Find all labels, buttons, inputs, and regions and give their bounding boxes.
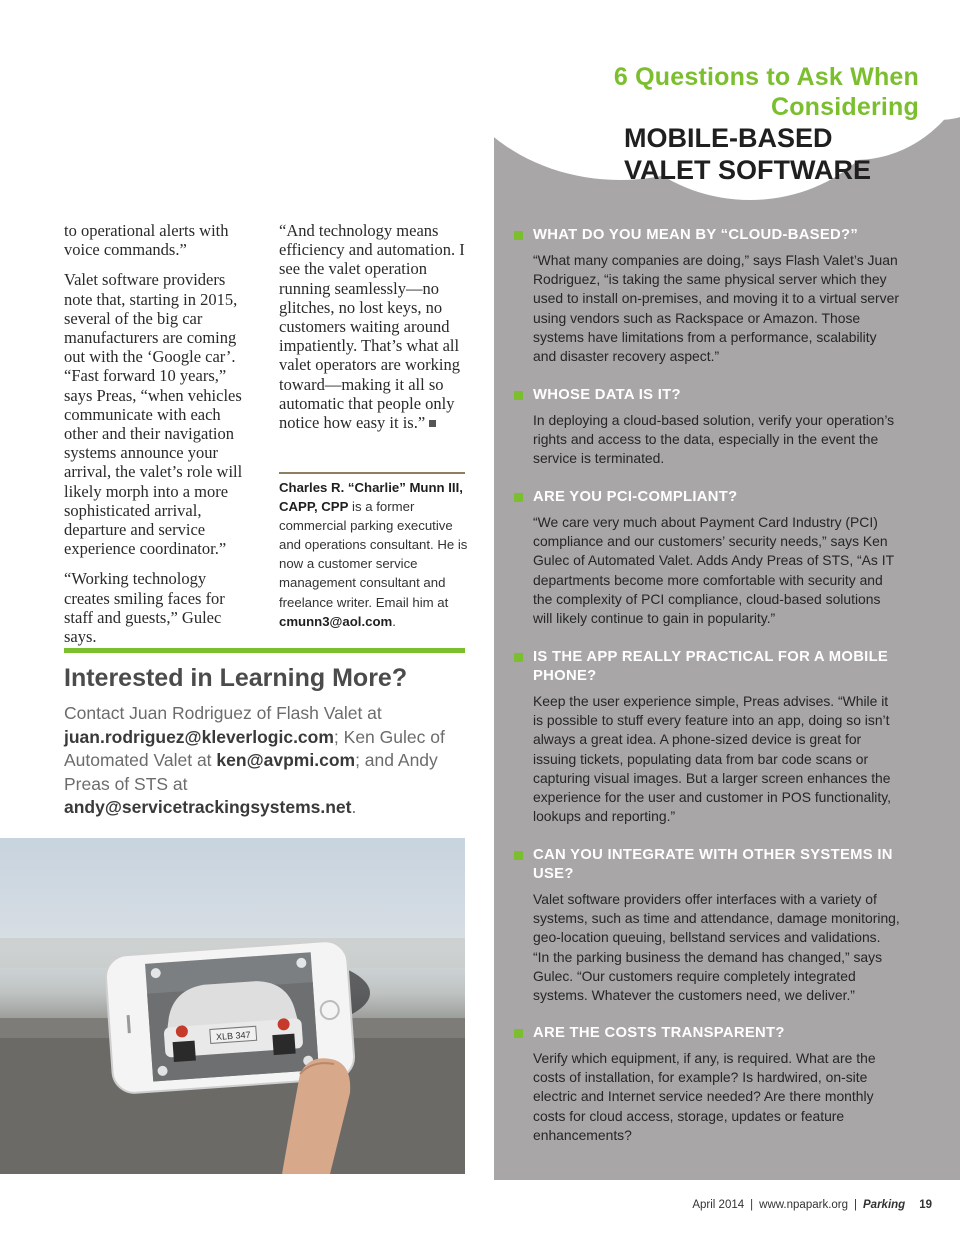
square-bullet-icon bbox=[514, 851, 523, 860]
qa-question bbox=[514, 1024, 900, 1043]
article-column-2 bbox=[279, 221, 469, 443]
learn-text: ; Ken Gulec of Automated Valet at bbox=[64, 726, 445, 770]
license-plate: XLB 347 bbox=[215, 1029, 251, 1043]
qa-question-text: IS THE APP REALLY PRACTICAL FOR A MOBILE PHONE? bbox=[533, 649, 889, 684]
qa-question bbox=[514, 488, 900, 507]
bio-divider bbox=[279, 472, 465, 474]
email-link-rodriguez[interactable]: juan.rodriguez@kleverlogic.com bbox=[64, 726, 334, 747]
learn-more-body bbox=[64, 702, 474, 820]
qa-answer: Valet software providers offer interfaces with a variety of systems, such as time and attendance, damage monitoring, geo-location queuing, bellstand services and validations. “In the parking business the demand has changed,” says Gulec. “Our customers require completely integrated systems. Whatever the customers need, we deliver.” bbox=[533, 891, 900, 1004]
article-paragraph: to operational alerts with voice commands.” bbox=[64, 221, 229, 260]
qa-question-text: WHOSE DATA IS IT? bbox=[533, 387, 681, 403]
qa-question-text: ARE THE COSTS TRANSPARENT? bbox=[533, 1025, 785, 1041]
qa-question bbox=[514, 648, 900, 686]
qa-answer: “We care very much about Payment Card Industry (PCI) compliance and our customers’ security needs,” says Ken Gulec of Automated Valet. Adds Andy Preas of STS, “As IT departments become more comfortable with security and the complexity of PCI compliance, cloud-based solutions will likely continue to gain in popularity.” bbox=[533, 514, 894, 627]
square-bullet-icon bbox=[514, 493, 523, 502]
learn-text: . bbox=[351, 797, 357, 817]
author-bio bbox=[279, 478, 469, 631]
qa-question-text: WHAT DO YOU MEAN BY “CLOUD-BASED?” bbox=[533, 227, 859, 243]
learn-more-title: Interested in Learning More? bbox=[64, 664, 408, 692]
qa-question bbox=[514, 226, 900, 245]
qa-question-text: CAN YOU INTEGRATE WITH OTHER SYSTEMS IN USE? bbox=[533, 847, 893, 882]
learn-text: Contact Juan Rodriguez of Flash Valet at bbox=[64, 703, 382, 723]
footer-separator: | bbox=[854, 1199, 858, 1211]
page-number: 19 bbox=[919, 1199, 932, 1211]
footer-separator: | bbox=[750, 1199, 754, 1211]
email-link-preas[interactable]: andy@servicetrackingsystems.net bbox=[64, 797, 352, 817]
article-column-1 bbox=[64, 221, 254, 657]
author-email-link[interactable]: cmunn3@aol.com bbox=[279, 613, 393, 629]
qa-answer: “What many companies are doing,” says Flash Valet’s Juan Rodriguez, “is taking the same physical server which they used to install on-premises, and moving it to a virtual server using vendors such as Rackspace or Amazon. Those systems have limitations from a performance, scalability and disaster recovery aspect.” bbox=[533, 252, 899, 365]
qa-answer: Verify which equipment, if any, is required. What are the costs of installation, for example? Is hardwired, on-site electric and Internet service needed? Are there monthly costs for cloud access, storage, updates or feature enhancements? bbox=[533, 1050, 876, 1143]
page-footer bbox=[692, 1199, 932, 1211]
square-bullet-icon bbox=[514, 391, 523, 400]
qa-question-text: ARE YOU PCI-COMPLIANT? bbox=[533, 489, 738, 505]
article-paragraph-text: “And technology means efficiency and automation. I see the valet operation running seamlessly—no glitches, no lost keys, no customers waiting around impatiently. That’s what all valet operators are working toward—making it all so automatic that people only notice how easy it is.” bbox=[279, 221, 465, 433]
article-paragraph: Valet software providers note that, starting in 2015, several of the big car manufacturers are coming out with the ‘Google car’. “Fast forward 10 years,” says Preas, “when vehicles communicate with each other and their navigation systems announce your arrival, the valet’s role will likely morph into a more sophisticated arrival, departure and service experience coordinator.” bbox=[64, 270, 243, 559]
sidebar-title-line3: VALET SOFTWARE bbox=[624, 155, 871, 185]
qa-answer: Keep the user experience simple, Preas advises. “While it is possible to stuff every feature into an app, doing so isn’t always a great idea. A phone-sized device is great for issuing tickets, populating data from bar code scans or capturing visual images. But a larger screen enhances the experience for the user and customer in POS functionality, lookups and reporting.” bbox=[533, 693, 891, 825]
qa-item-5 bbox=[514, 846, 900, 1005]
learn-text: ; and Andy Preas of STS at bbox=[64, 750, 438, 794]
square-bullet-icon bbox=[514, 1029, 523, 1038]
qa-item-2 bbox=[514, 386, 900, 469]
footer-brand: Parking bbox=[863, 1199, 906, 1211]
cloud-fill bbox=[494, 0, 960, 60]
qa-answer: In deploying a cloud-based solution, verify your operation’s rights and access to the data, especially in the event the service is terminated. bbox=[533, 412, 895, 467]
email-link-gulec[interactable]: ken@avpmi.com bbox=[216, 750, 356, 770]
square-bullet-icon bbox=[514, 653, 523, 662]
article-paragraph: “Working technology creates smiling faces for staff and guests,” Gulec says. bbox=[64, 569, 225, 647]
qa-item-6 bbox=[514, 1024, 900, 1145]
learn-more-divider bbox=[64, 648, 465, 653]
author-name: Charles R. “Charlie” Munn III, CAPP, CPP bbox=[279, 480, 463, 515]
qa-item-4 bbox=[514, 648, 900, 826]
sidebar-title bbox=[494, 62, 919, 186]
photo-illustration bbox=[0, 838, 465, 1174]
footer-url-link[interactable]: www.npapark.org bbox=[759, 1199, 849, 1211]
photo-phone-car bbox=[0, 838, 465, 1174]
author-bio-end: . bbox=[392, 613, 396, 629]
sidebar-title-line2: MOBILE-BASED bbox=[624, 123, 833, 153]
footer-date: April 2014 bbox=[692, 1199, 745, 1211]
qa-question bbox=[514, 386, 900, 405]
sidebar-title-line1: 6 Questions to Ask When Considering bbox=[613, 63, 919, 121]
end-mark-icon bbox=[429, 420, 436, 427]
qa-question bbox=[514, 846, 900, 884]
author-bio-text: is a former commercial parking executive and operations consultant. He is now a customer service management consultant and freelance writer. Email him at bbox=[279, 499, 468, 610]
qa-item-1 bbox=[514, 226, 900, 366]
qa-item-3 bbox=[514, 488, 900, 628]
article-paragraph bbox=[279, 221, 469, 432]
square-bullet-icon bbox=[514, 231, 523, 240]
